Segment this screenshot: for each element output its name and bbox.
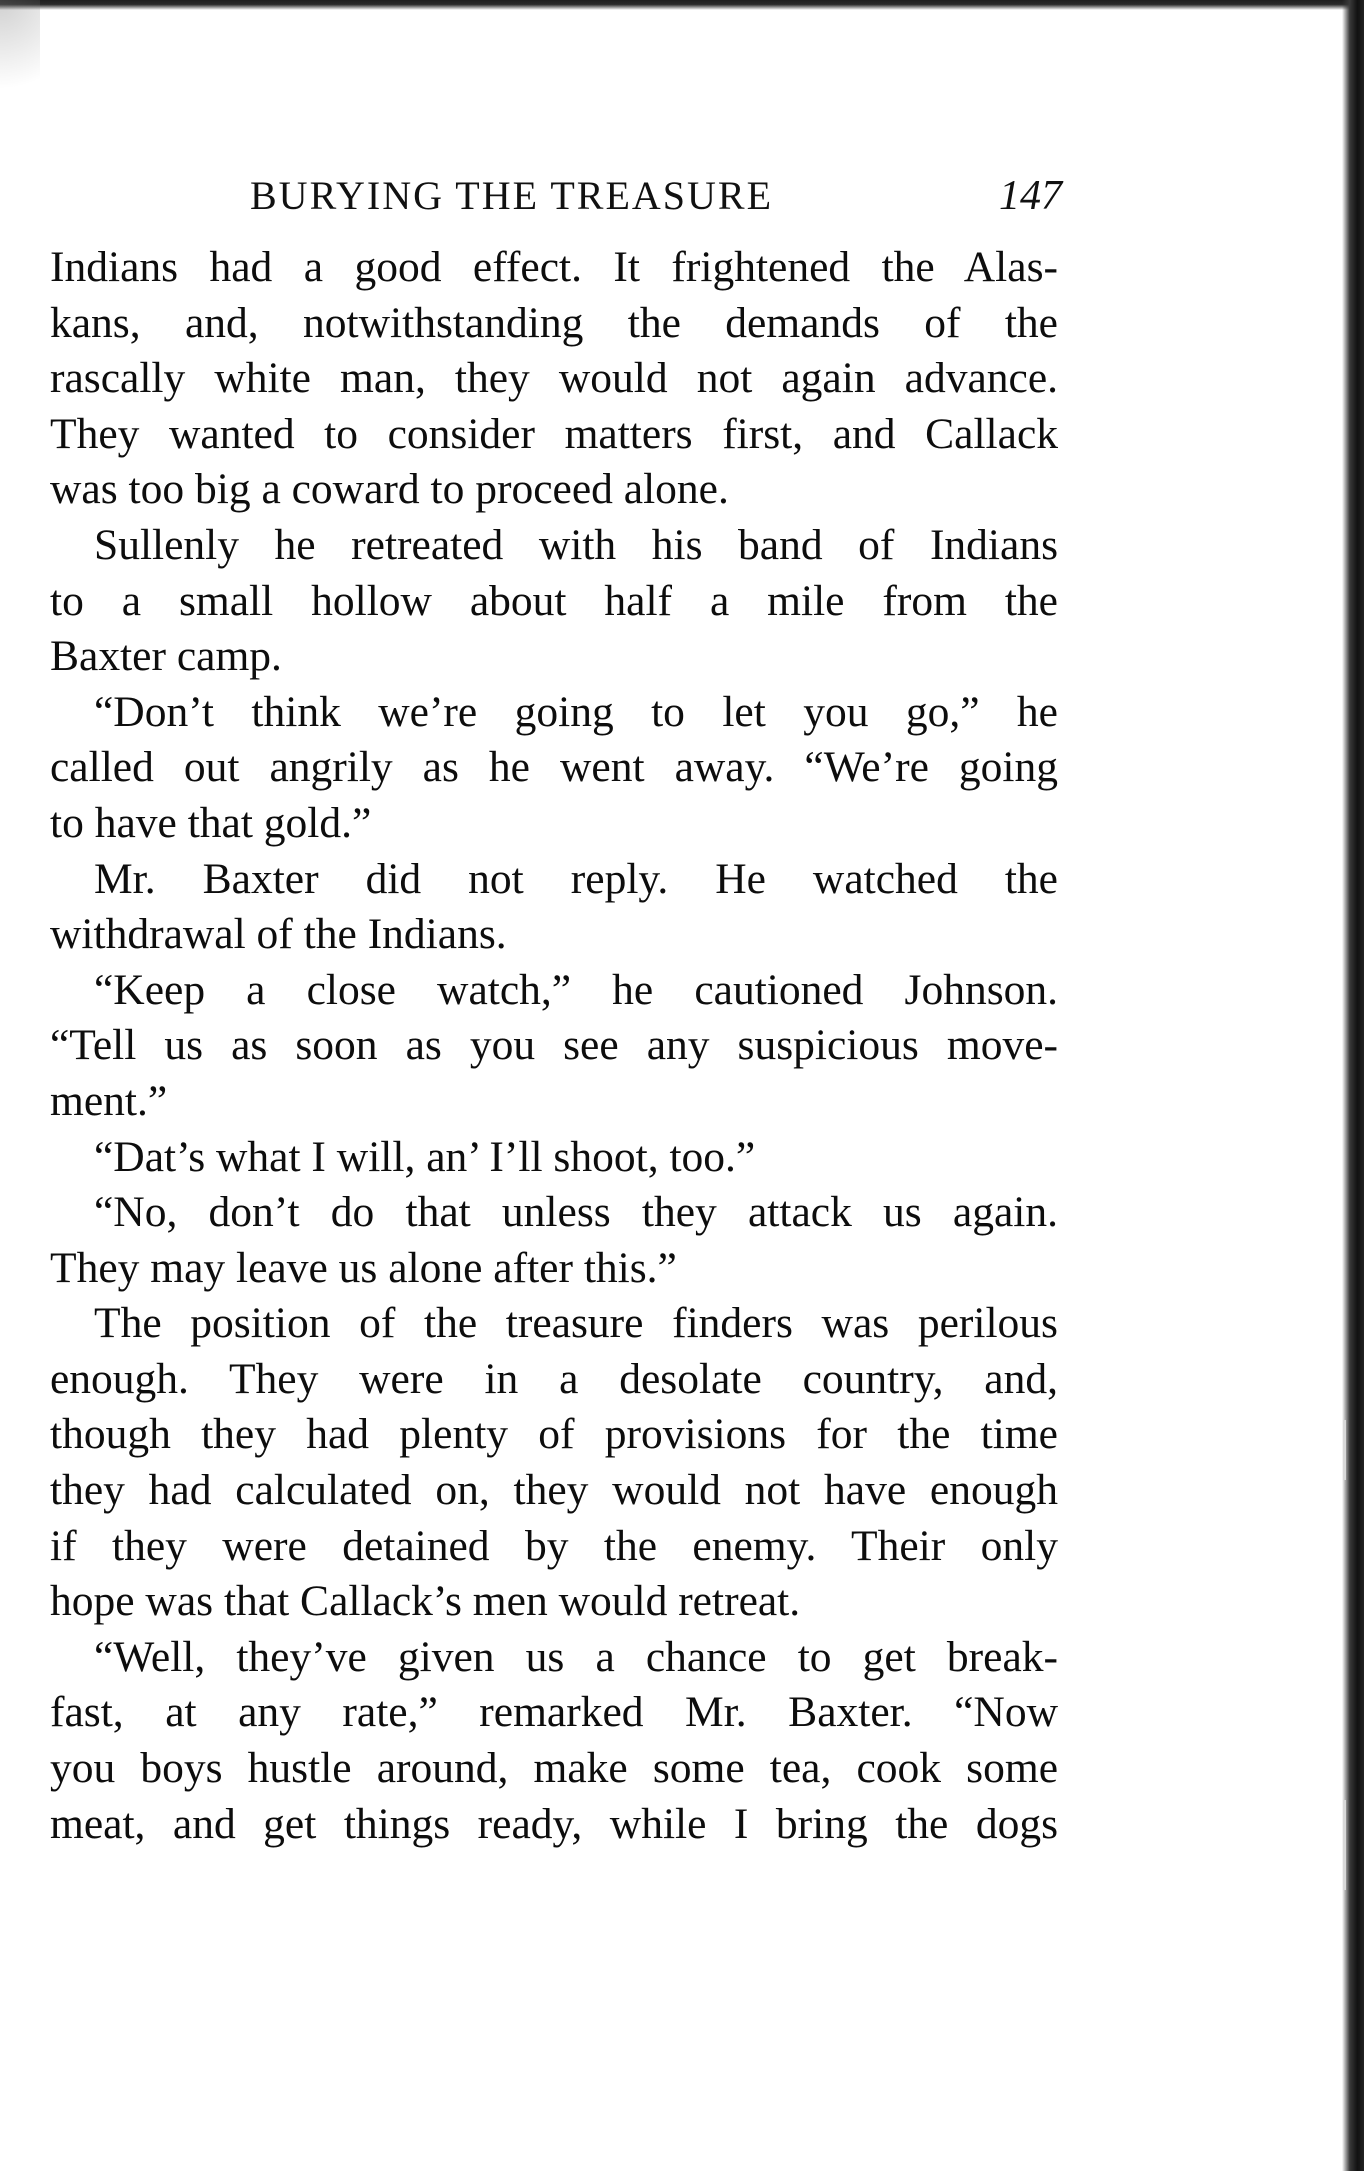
text-line: “No, don’t do that unless they attack us again. bbox=[94, 1188, 1058, 1237]
text-line: hope was that Callack’s men would retreat. bbox=[50, 1577, 801, 1626]
paragraph bbox=[50, 1296, 1058, 1630]
paragraph bbox=[50, 685, 1058, 852]
text-line: called out angrily as he went away. “We’re going bbox=[50, 743, 1058, 792]
text-line: “Dat’s what I will, an’ I’ll shoot, too.” bbox=[94, 1132, 756, 1181]
text-line: Baxter camp. bbox=[50, 632, 282, 681]
text-line: was too big a coward to proceed alone. bbox=[50, 465, 729, 514]
text-line: withdrawal of the Indians. bbox=[50, 910, 507, 959]
text-line: enough. They were in a desolate country, and, bbox=[50, 1354, 1058, 1403]
running-head bbox=[52, 172, 1062, 228]
paragraph bbox=[50, 1130, 1058, 1186]
text-line: Sullenly he retreated with his band of Indians bbox=[94, 520, 1058, 569]
text-line: “Keep a close watch,” he cautioned Johnson. bbox=[94, 965, 1058, 1014]
text-line: if they were detained by the enemy. Their only bbox=[50, 1521, 1058, 1570]
text-line: fast, at any rate,” remarked Mr. Baxter. “Now bbox=[50, 1688, 1058, 1737]
text-line: to have that gold.” bbox=[50, 798, 372, 847]
text-line: meat, and get things ready, while I bring the dogs bbox=[50, 1799, 1058, 1848]
text-line: you boys hustle around, make some tea, cook some bbox=[50, 1744, 1058, 1793]
page-number: 147 bbox=[999, 173, 1062, 219]
text-line: to a small hollow about half a mile from the bbox=[50, 576, 1058, 625]
text-line: The position of the treasure finders was perilous bbox=[94, 1299, 1058, 1348]
text-line: kans, and, notwithstanding the demands of the bbox=[50, 298, 1058, 347]
body-text bbox=[50, 240, 1058, 1852]
text-line: they had calculated on, they would not have enough bbox=[50, 1466, 1058, 1515]
scan-speck bbox=[1343, 1420, 1346, 1480]
page-top-edge bbox=[0, 0, 1364, 10]
scan-speck bbox=[1343, 1800, 1346, 1890]
text-line: though they had plenty of provisions for the time bbox=[50, 1410, 1058, 1459]
paragraph bbox=[50, 963, 1058, 1130]
text-line: “Well, they’ve given us a chance to get break- bbox=[94, 1632, 1058, 1681]
paragraph bbox=[50, 240, 1058, 518]
paragraph bbox=[50, 1630, 1058, 1852]
paragraph bbox=[50, 852, 1058, 963]
text-line: rascally white man, they would not again advance. bbox=[50, 354, 1058, 403]
text-line: “Tell us as soon as you see any suspicious move- bbox=[50, 1021, 1058, 1070]
page-corner-shadow bbox=[0, 0, 40, 120]
text-line: They may leave us alone after this.” bbox=[50, 1243, 677, 1292]
text-line: “Don’t think we’re going to let you go,” he bbox=[94, 687, 1058, 736]
running-head-title: BURYING THE TREASURE bbox=[250, 173, 774, 218]
text-line: Indians had a good effect. It frightened the Alas- bbox=[50, 243, 1058, 291]
paragraph bbox=[50, 1185, 1058, 1296]
paragraph bbox=[50, 518, 1058, 685]
text-line: They wanted to consider matters first, and Callack bbox=[50, 409, 1058, 458]
text-line: Mr. Baxter did not reply. He watched the bbox=[94, 854, 1058, 903]
text-line: ment.” bbox=[50, 1076, 168, 1125]
